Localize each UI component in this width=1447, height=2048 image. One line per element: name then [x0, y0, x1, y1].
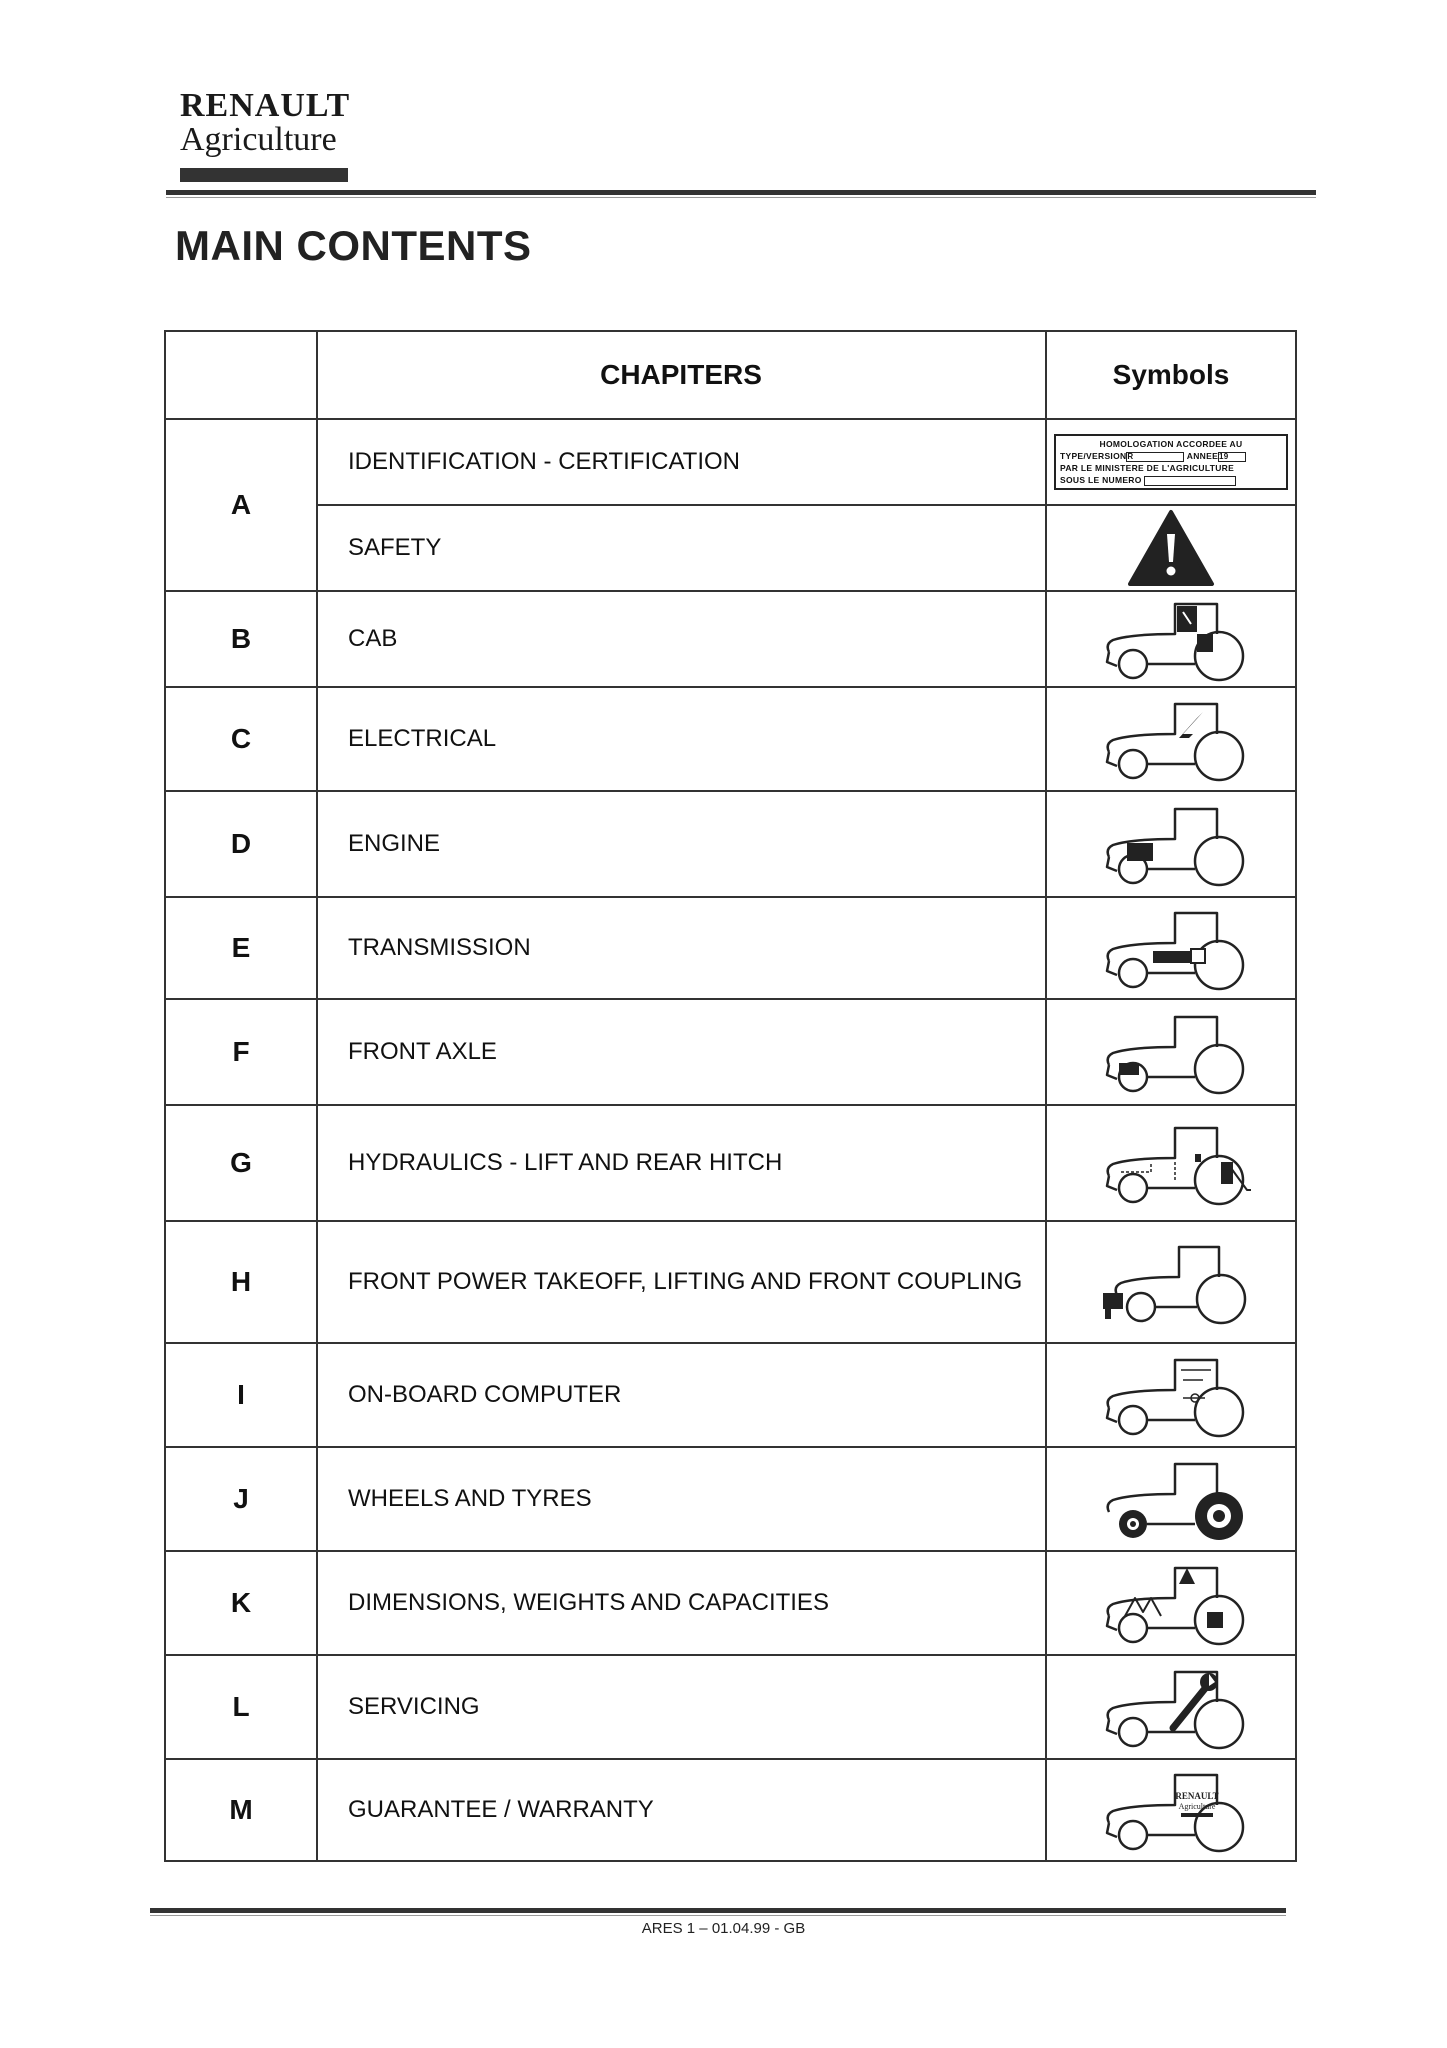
homologation-plate-icon [1046, 419, 1296, 505]
table-row [165, 897, 1296, 999]
tractor-front-pto-icon [1046, 1221, 1296, 1343]
footer-rule [150, 1908, 1286, 1913]
chapter-label-text: GUARANTEE / WARRANTY [348, 1796, 654, 1823]
homol-line4 [1060, 474, 1282, 486]
chapter-label[interactable] [317, 419, 1046, 505]
chapter-label-text: SAFETY [348, 534, 442, 561]
tractor-computer-icon [1046, 1343, 1296, 1447]
chapter-label[interactable] [317, 1655, 1046, 1759]
table-header-row [165, 331, 1296, 419]
chapter-label[interactable] [317, 1759, 1046, 1861]
tractor-electrical-icon [1046, 687, 1296, 791]
footer-reference: ARES 1 – 01.04.99 - GB [641, 1920, 806, 1937]
table-row [165, 791, 1296, 897]
table-row [165, 1221, 1296, 1343]
chapter-label-text: TRANSMISSION [348, 934, 531, 961]
homol-year-value: 19 [1219, 451, 1229, 461]
chapter-letter-f: F [165, 999, 317, 1105]
tractor-transmission-icon [1046, 897, 1296, 999]
chapter-label-text: FRONT POWER TAKEOFF, LIFTING AND FRONT COUPLING [348, 1268, 1023, 1295]
chapter-label[interactable] [317, 897, 1046, 999]
renault-agriculture-logo [180, 88, 350, 182]
homol-line2 [1060, 450, 1282, 462]
chapter-label-text: FRONT AXLE [348, 1038, 497, 1065]
chapter-label[interactable] [317, 1551, 1046, 1655]
tractor-engine-icon [1046, 791, 1296, 897]
chapter-letter-e: E [165, 897, 317, 999]
chapter-label[interactable] [317, 999, 1046, 1105]
tractor-hydraulics-icon [1046, 1105, 1296, 1221]
chapter-label-text: HYDRAULICS - LIFT AND REAR HITCH [348, 1149, 783, 1176]
chapter-letter-l: L [165, 1655, 317, 1759]
chapter-label[interactable] [317, 1221, 1046, 1343]
homol-year-label: ANNEE [1186, 451, 1219, 461]
header-chapters: CHAPITERS [317, 331, 1046, 419]
chapter-letter-j: J [165, 1447, 317, 1551]
chapter-letter-b: B [165, 591, 317, 687]
chapter-label-text: CAB [348, 625, 398, 652]
chapter-letter-h: H [165, 1221, 317, 1343]
table-row [165, 687, 1296, 791]
chapter-label[interactable] [317, 1343, 1046, 1447]
table-row [165, 1759, 1296, 1861]
chapter-label-text: WHEELS AND TYRES [348, 1485, 592, 1512]
table-row [165, 505, 1296, 591]
table-row [165, 1105, 1296, 1221]
chapter-label[interactable] [317, 687, 1046, 791]
tractor-cab-icon [1046, 591, 1296, 687]
logo-subtitle: Agriculture [180, 121, 337, 158]
tractor-front-axle-icon [1046, 999, 1296, 1105]
table-row [165, 1447, 1296, 1551]
chapter-label[interactable] [317, 591, 1046, 687]
chapter-label[interactable] [317, 1447, 1046, 1551]
chapter-label-text: IDENTIFICATION - CERTIFICATION [348, 448, 740, 475]
tractor-servicing-icon [1046, 1655, 1296, 1759]
warning-triangle-icon [1046, 505, 1296, 591]
header-rule-thin [166, 197, 1316, 198]
homol-number-box [1144, 476, 1236, 486]
chapter-label[interactable] [317, 505, 1046, 591]
table-row [165, 1655, 1296, 1759]
chapter-label[interactable] [317, 791, 1046, 897]
homol-type-label: TYPE/VERSION [1060, 451, 1127, 461]
chapter-label-text: DIMENSIONS, WEIGHTS AND CAPACITIES [348, 1589, 829, 1616]
chapter-letter-g: G [165, 1105, 317, 1221]
homol-line3: PAR LE MINISTERE DE L'AGRICULTURE [1060, 463, 1235, 473]
homol-type-value: R [1127, 451, 1134, 461]
warranty-badge-sub: Agriculture [1178, 1802, 1216, 1811]
chapter-letter-m: M [165, 1759, 317, 1861]
homol-year-box [1218, 452, 1246, 462]
header-symbols: Symbols [1046, 331, 1296, 419]
tractor-warranty-icon [1046, 1759, 1296, 1861]
table-row [165, 999, 1296, 1105]
header-letter-cell [165, 331, 317, 419]
page-title: MAIN CONTENTS [175, 222, 532, 269]
homol-line1: HOMOLOGATION ACCORDEE AU [1099, 439, 1243, 449]
chapter-label-text: ENGINE [348, 830, 441, 857]
chapter-label-text: ELECTRICAL [348, 725, 497, 752]
footer-rule-thin [150, 1915, 1286, 1916]
homol-type-box [1126, 452, 1184, 462]
header-rule [166, 190, 1316, 195]
logo-brand: RENAULT [180, 87, 351, 124]
logo-bar [180, 168, 348, 182]
table-row [165, 1551, 1296, 1655]
table-row [165, 591, 1296, 687]
chapter-label-text: ON-BOARD COMPUTER [348, 1381, 622, 1408]
chapter-label-text: SERVICING [348, 1693, 480, 1720]
chapter-letter-i: I [165, 1343, 317, 1447]
chapter-letter-d: D [165, 791, 317, 897]
chapter-letter-c: C [165, 687, 317, 791]
tractor-dimensions-icon [1046, 1551, 1296, 1655]
tractor-wheels-icon [1046, 1447, 1296, 1551]
chapter-letter-k: K [165, 1551, 317, 1655]
table-row [165, 1343, 1296, 1447]
homologation-plate [1054, 434, 1288, 490]
table-row [165, 419, 1296, 505]
contents-table [164, 330, 1297, 1862]
warranty-badge-brand: RENAULT [1175, 1791, 1219, 1801]
chapter-label[interactable] [317, 1105, 1046, 1221]
chapter-letter-a: A [165, 419, 317, 591]
homol-number-label: SOUS LE NUMERO [1060, 475, 1142, 485]
